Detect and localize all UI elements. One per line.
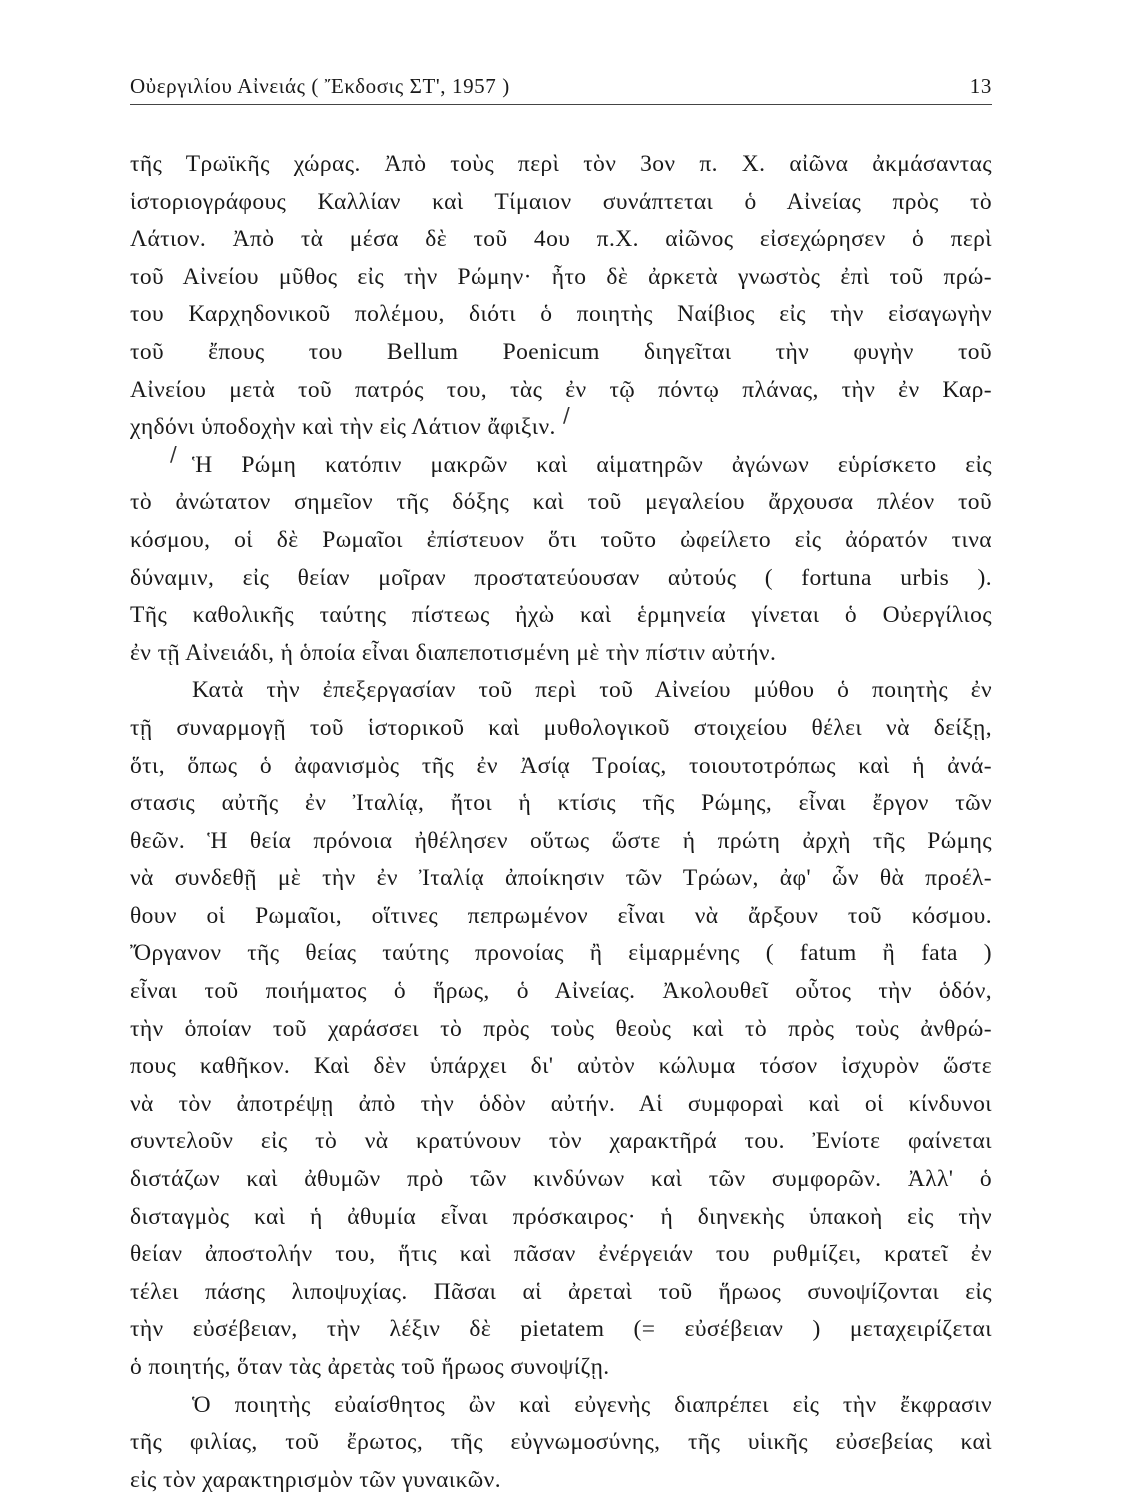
body-text — [130, 146, 992, 1499]
text-line: ἐν τῇ Αἰνειάδι, ἡ ὁποία εἶναι διαπεποτισμένη μὲ τὴν πίστιν αὐτήν. — [130, 639, 777, 666]
text-line: νὰ τὸν ἀποτρέψῃ ἀπὸ τὴν ὁδὸν αὐτήν. Αἱ συμφοραὶ καὶ οἱ κίνδυνοι — [130, 1090, 992, 1117]
text-line: κόσμου, οἱ δὲ Ρωμαῖοι ἐπίστευον ὅτι τοῦτο ὠφείλετο εἰς ἀόρατόν τινα — [130, 526, 992, 553]
header-rule — [130, 104, 992, 105]
text-line: χηδόνι ὑποδοχὴν καὶ τὴν εἰς Λάτιον ἄφιξιν. — [130, 414, 556, 441]
text-line: τὴν ὁποίαν τοῦ χαράσσει τὸ πρὸς τοὺς θεοὺς καὶ τὸ πρὸς τοὺς ἀνθρώ- — [130, 1015, 992, 1042]
text-line: θεῶν. Ἡ θεία πρόνοια ἠθέλησεν οὕτως ὥστε ἡ πρώτη ἀρχὴ τῆς Ρώμης — [130, 827, 992, 854]
text-line: τοῦ ἔπους του Bellum Poenicum διηγεῖται τὴν φυγὴν τοῦ — [130, 338, 992, 365]
text-line: Ὁ ποιητὴς εὐαίσθητος ὢν καὶ εὐγενὴς διαπρέπει εἰς τὴν ἔκφρασιν — [192, 1391, 992, 1418]
text-line: ὅτι, ὅπως ὁ ἀφανισμὸς τῆς ἐν Ἀσίᾳ Τροίας, τοιουτοτρόπως καὶ ἡ ἀνά- — [130, 752, 992, 779]
text-line: τὴν εὐσέβειαν, τὴν λέξιν δὲ pietatem (= εὐσέβειαν ) μεταχειρίζεται — [130, 1316, 992, 1343]
text-line: Ὄργανον τῆς θείας ταύτης προνοίας ἢ εἱμαρμένης ( fatum ἢ fata ) — [130, 940, 992, 967]
text-line: νὰ συνδεθῇ μὲ τὴν ἐν Ἰταλίᾳ ἀποίκησιν τῶν Τρώων, ἀφ' ὧν θὰ προέλ- — [130, 865, 992, 892]
text-line: τῇ συναρμογῇ τοῦ ἱστορικοῦ καὶ μυθολογικοῦ στοιχείου θέλει νὰ δείξῃ, — [130, 714, 992, 741]
text-line: πους καθῆκον. Καὶ δὲν ὑπάρχει δι' αὐτὸν κώλυμα τόσον ἰσχυρὸν ὥστε — [130, 1053, 992, 1080]
text-line: του Καρχηδονικοῦ πολέμου, διότι ὁ ποιητὴς Ναίβιος εἰς τὴν εἰσαγωγὴν — [130, 301, 992, 328]
text-line: συντελοῦν εἰς τὸ νὰ κρατύνουν τὸν χαρακτῆρά του. Ἐνίοτε φαίνεται — [130, 1128, 992, 1155]
text-line: τῆς Τρωϊκῆς χώρας. Ἀπὸ τοὺς περὶ τὸν 3ον π. Χ. αἰῶνα ἀκμάσαντας — [130, 151, 992, 177]
text-line: θουν οἱ Ρωμαῖοι, οἵτινες πεπρωμένον εἶναι νὰ ἄρξουν τοῦ κόσμου. — [130, 902, 992, 929]
text-line: εἰς τὸν χαρακτηρισμὸν τῶν γυναικῶν. — [130, 1466, 501, 1493]
text-line: τῆς φιλίας, τοῦ ἔρωτος, τῆς εὐγνωμοσύνης, τῆς υἱικῆς εὐσεβείας καὶ — [130, 1429, 992, 1456]
text-line: τὸ ἀνώτατον σημεῖον τῆς δόξης καὶ τοῦ μεγαλείου ἄρχουσα πλέον τοῦ — [130, 489, 992, 516]
text-line: διστάζων καὶ ἀθυμῶν πρὸ τῶν κινδύνων καὶ τῶν συμφορῶν. Ἀλλ' ὁ — [130, 1166, 992, 1193]
text-line: θείαν ἀποστολήν του, ἥτις καὶ πᾶσαν ἐνέργειάν του ρυθμίζει, κρατεῖ ἐν — [130, 1241, 992, 1268]
pencil-slash-mark: / — [563, 403, 570, 427]
text-line: τοῦ Αἰνείου μῦθος εἰς τὴν Ρώμην· ἦτο δὲ ἀρκετὰ γνωστὸς ἐπὶ τοῦ πρώ- — [130, 263, 992, 290]
text-line: ὁ ποιητής, ὅταν τὰς ἀρετὰς τοῦ ἥρωος συνοψίζῃ. — [130, 1354, 610, 1380]
text-line: τέλει πάσης λιποψυχίας. Πᾶσαι αἱ ἀρεταὶ τοῦ ἥρωος συνοψίζονται εἰς — [130, 1278, 992, 1305]
pencil-bracket-mark: / — [170, 442, 177, 466]
text-line: δισταγμὸς καὶ ἡ ἀθυμία εἶναι πρόσκαιρος· ἡ διηνεκὴς ὑπακοὴ εἰς τὴν — [130, 1203, 992, 1230]
text-line: Τῆς καθολικῆς ταύτης πίστεως ἠχὼ καὶ ἑρμηνεία γίνεται ὁ Οὐεργίλιος — [130, 602, 992, 629]
text-line: δύναμιν, εἰς θείαν μοῖραν προστατεύουσαν αὐτούς ( fortuna urbis ). — [130, 564, 992, 591]
text-line: Λάτιον. Ἀπὸ τὰ μέσα δὲ τοῦ 4ου π.Χ. αἰῶνος εἰσεχώρησεν ὁ περὶ — [130, 226, 992, 253]
text-line: Κατὰ τὴν ἐπεξεργασίαν τοῦ περὶ τοῦ Αἰνείου μύθου ὁ ποιητὴς ἐν — [192, 677, 992, 704]
text-line: Ἡ Ρώμη κατόπιν μακρῶν καὶ αἱματηρῶν ἀγώνων εὑρίσκετο εἰς — [192, 451, 992, 478]
text-line: ἱστοριογράφους Καλλίαν καὶ Τίμαιον συνάπτεται ὁ Αἰνείας πρὸς τὸ — [130, 188, 992, 215]
text-line: στασις αὐτῆς ἐν Ἰταλίᾳ, ἤτοι ἡ κτίσις τῆς Ρώμης, εἶναι ἔργον τῶν — [130, 790, 992, 817]
text-line: Αἰνείου μετὰ τοῦ πατρός του, τὰς ἐν τῷ πόντῳ πλάνας, τὴν ἐν Καρ- — [130, 376, 992, 403]
text-line: εἶναι τοῦ ποιήματος ὁ ἥρως, ὁ Αἰνείας. Ἀκολουθεῖ οὗτος τὴν ὁδόν, — [130, 978, 992, 1005]
header-title: Οὐεργιλίου Αἰνειάς ( Ἔκδοσις ΣΤ', 1957 ) — [130, 74, 510, 98]
page-number: 13 — [969, 74, 992, 98]
running-header — [130, 70, 992, 106]
